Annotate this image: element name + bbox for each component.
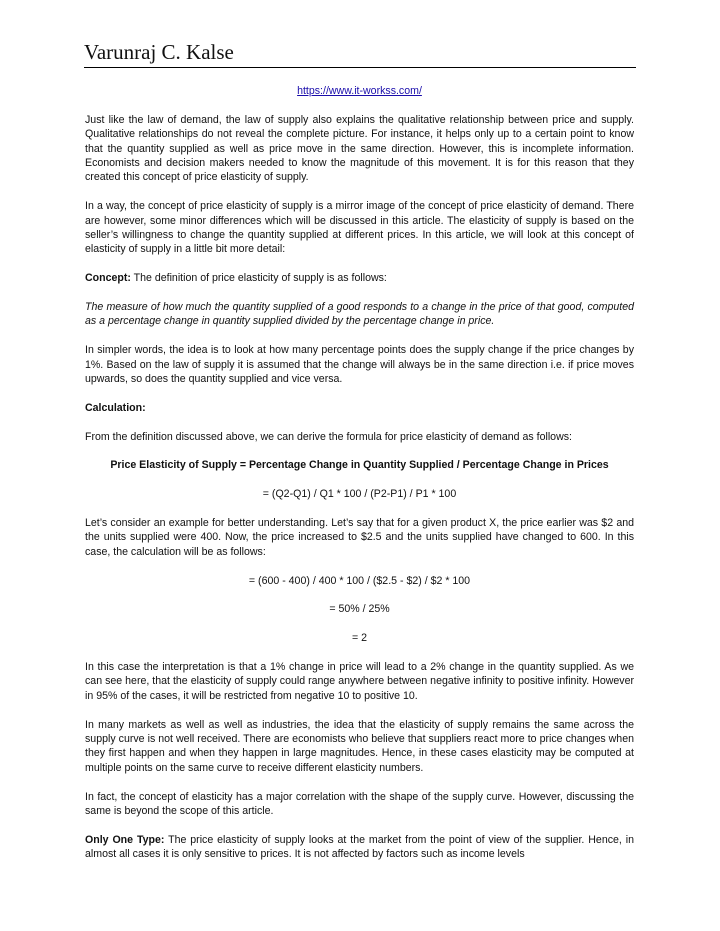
only-one-type-label: Only One Type: xyxy=(85,833,165,846)
formula-expression: = (Q2-Q1) / Q1 * 100 / (P2-P1) / P1 * 100 xyxy=(262,488,457,501)
definition-quote: The measure of how much the quantity supplied of a good responds to a change in the price of that good, computed as a percentage change in quantity supplied divided by the percentage change in price. xyxy=(85,301,634,328)
author-header: Varunraj C. Kalse xyxy=(84,40,234,64)
paragraph-markets: In many markets as well as well as industries, the idea that the elasticity of supply remains the same across the supply curve is not well received. There are economists who believe that suppliers react more to price changes when they first happen and when they happen in large magnitudes. Hence, in these cases elasticity may be computed at multiple points on the same curve to receive different elasticity numbers. xyxy=(85,718,634,774)
calculation-step-1: = (600 - 400) / 400 * 100 / ($2.5 - $2) / $2 * 100 xyxy=(248,574,471,587)
header-divider xyxy=(84,67,636,68)
calculation-step-2: = 50% / 25% xyxy=(329,603,390,616)
url-line xyxy=(85,84,634,98)
paragraph-example: Let’s consider an example for better understanding. Let’s say that for a given product X, the price earlier was $2 and the units supplied were 400. Now, the price increased to $2.5 and the units supplied have changed to 600. In this case, the calculation will be as follows: xyxy=(85,517,634,558)
paragraph-simpler-words: In simpler words, the idea is to look at how many percentage points does the supply change if the price changes by 1%. Based on the law of supply it is assumed that the change will always be in the same direction i.e. if price moves upwards, so does the quantity supplied and vice versa. xyxy=(85,344,634,386)
calculation-heading: Calculation: xyxy=(85,401,146,414)
paragraph-intro: Just like the law of demand, the law of supply also explains the qualitative relationship between price and supply. Qualitative relationships do not reveal the complete picture. For instance, it helps only up to a certain point to know that the quantity supplied as well as price move in the same direction. However, this is incomplete information. Economists and decision makers needed to know the magnitude of this movement. It is for this reason that they created this concept of price elasticity of supply. xyxy=(85,113,634,184)
formula-heading: Price Elasticity of Supply = Percentage Change in Quantity Supplied / Percentage Change in Prices xyxy=(110,459,609,472)
website-link[interactable]: https://www.it-workss.com/ xyxy=(297,85,422,97)
concept-text: The definition of price elasticity of supply is as follows: xyxy=(130,272,387,285)
paragraph-mirror-image: In a way, the concept of price elasticity of supply is a mirror image of the concept of price elasticity of demand. There are however, some minor differences which will be discussed in this article. The elasticity of supply is based on the seller’s willingness to change the quantity supplied at different prices. In this article, we will look at this concept of elasticity of supply in a little bit more detail: xyxy=(85,200,634,256)
paragraph-supply-curve: In fact, the concept of elasticity has a major correlation with the shape of the supply curve. However, discussing the same is beyond the scope of this article. xyxy=(85,790,634,818)
concept-label: Concept: xyxy=(85,272,131,285)
only-one-type-text: The price elasticity of supply looks at the market from the point of view of the supplier. Hence, in almost all cases it is only sensitive to prices. It is not affected by factors such as income levels xyxy=(85,833,634,861)
calculation-result: = 2 xyxy=(351,632,368,645)
paragraph-only-one-type xyxy=(85,833,634,862)
paragraph-concept xyxy=(85,271,634,285)
paragraph-derive-formula: From the definition discussed above, we can derive the formula for price elasticity of demand as follows: xyxy=(85,430,572,443)
article-body xyxy=(85,84,634,876)
paragraph-interpretation: In this case the interpretation is that a 1% change in price will lead to a 2% change in the quantity supplied. As we can see here, that the elasticity of supply could range anywhere between negative infinity to positive infinity. However in 95% of the cases, it will be restricted from negative 10 to positive 10. xyxy=(85,661,634,702)
